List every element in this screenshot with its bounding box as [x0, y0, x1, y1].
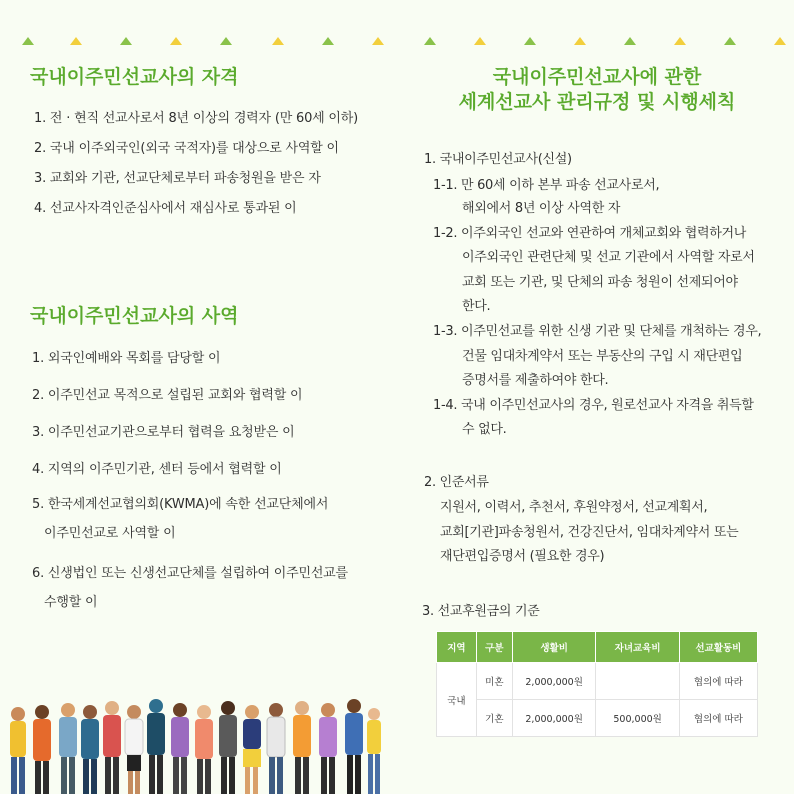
person-figure-icon — [219, 701, 237, 794]
rule-line: 1-2. 이주외국인 선교와 연관하여 개체교회와 협력하거나 — [433, 226, 747, 241]
region-cell: 국내 — [437, 663, 477, 737]
triangle-decoration — [674, 37, 686, 45]
triangle-decoration — [474, 37, 486, 45]
documents-header: 2. 인준서류 — [424, 475, 489, 490]
support-header: 3. 선교후원금의 기준 — [422, 604, 540, 619]
documents-line: 교회[기관]파송청원서, 건강진단서, 임대차계약서 또는 — [440, 525, 739, 540]
ministry-title: 국내이주민선교사의 사역 — [30, 305, 239, 327]
table-cell: 협의에 따라 — [679, 700, 757, 737]
table-cell — [596, 663, 679, 700]
qualification-item: 3. 교회와 기관, 선교단체로부터 파송청원을 받은 자 — [34, 171, 321, 186]
person-figure-icon — [81, 705, 99, 794]
person-figure-icon — [33, 705, 51, 794]
table-cell: 2,000,000원 — [512, 663, 596, 700]
support-table — [436, 631, 758, 737]
documents-line: 지원서, 이력서, 추천서, 후원약정서, 선교계획서, — [440, 500, 708, 515]
regulation-title-line1: 국내이주민선교사에 관한 — [492, 66, 702, 88]
triangle-decoration — [524, 37, 536, 45]
person-figure-icon — [267, 703, 285, 794]
ministry-item-continued: 수행할 이 — [44, 595, 98, 610]
person-figure-icon — [195, 705, 213, 794]
triangle-decoration — [724, 37, 736, 45]
column-header: 구분 — [476, 632, 512, 663]
person-figure-icon — [171, 703, 189, 794]
qualification-item: 2. 국내 이주외국인(외국 국적자)를 대상으로 사역할 이 — [34, 141, 339, 156]
person-figure-icon — [10, 707, 26, 794]
ministry-item-continued: 이주민선교로 사역할 이 — [44, 526, 176, 541]
person-figure-icon — [147, 699, 165, 794]
table-row — [437, 700, 758, 737]
triangle-decoration — [574, 37, 586, 45]
rule-line: 수 없다. — [462, 422, 507, 437]
qualification-item: 4. 선교사자격인준심사에서 재심사로 통과된 이 — [34, 201, 297, 216]
table-header-row — [437, 632, 758, 663]
triangle-decoration — [624, 37, 636, 45]
table-row — [437, 663, 758, 700]
rule-line: 1-3. 이주민선교를 위한 신생 기관 및 단체를 개척하는 경우, — [433, 324, 762, 339]
rule-line: 1-1. 만 60세 이하 본부 파송 선교사로서, — [433, 178, 660, 193]
table-cell: 500,000원 — [596, 700, 679, 737]
qualification-item: 1. 전 · 현직 선교사로서 8년 이상의 경력자 (만 60세 이하) — [34, 111, 359, 126]
table-cell: 2,000,000원 — [512, 700, 596, 737]
person-figure-icon — [125, 705, 143, 794]
rule-line: 한다. — [462, 299, 491, 314]
rules-header: 1. 국내이주민선교사(신설) — [424, 152, 572, 167]
ministry-item: 6. 신생법인 또는 신생선교단체를 설립하여 이주민선교를 — [32, 566, 348, 581]
column-header: 선교활동비 — [679, 632, 757, 663]
triangle-decoration — [774, 37, 786, 45]
rule-line: 1-4. 국내 이주민선교사의 경우, 원로선교사 자격을 취득할 — [433, 398, 754, 413]
person-figure-icon — [103, 701, 121, 794]
table-cell: 협의에 따라 — [679, 663, 757, 700]
rule-line: 교회 또는 기관, 및 단체의 파송 청원이 선제되어야 — [462, 275, 738, 290]
column-header: 생활비 — [512, 632, 596, 663]
person-figure-icon — [345, 699, 363, 794]
rule-line: 증명서를 제출하여야 한다. — [462, 373, 609, 388]
person-figure-icon — [319, 703, 337, 794]
documents-line: 재단편입증명서 (필요한 경우) — [440, 549, 605, 564]
person-figure-icon — [293, 701, 311, 794]
person-figure-icon — [367, 708, 381, 794]
person-figure-icon — [243, 705, 261, 794]
ministry-item: 3. 이주민선교기관으로부터 협력을 요청받은 이 — [32, 425, 295, 440]
column-header: 지역 — [437, 632, 477, 663]
rule-line: 건물 임대차계약서 또는 부동산의 구입 시 재단편입 — [462, 349, 743, 364]
ministry-item: 1. 외국인예배와 목회를 담당할 이 — [32, 351, 221, 366]
triangle-decoration — [424, 37, 436, 45]
ministry-item: 2. 이주민선교 목적으로 설립된 교회와 협력할 이 — [32, 388, 303, 403]
person-figure-icon — [59, 703, 77, 794]
ministry-item: 5. 한국세계선교협의회(KWMA)에 속한 선교단체에서 — [32, 497, 329, 512]
table-cell: 기혼 — [476, 700, 512, 737]
column-header: 자녀교육비 — [596, 632, 679, 663]
ministry-item: 4. 지역의 이주민기관, 센터 등에서 협력할 이 — [32, 462, 282, 477]
qualification-title: 국내이주민선교사의 자격 — [30, 66, 239, 88]
rule-line: 이주외국인 관련단체 및 선교 기관에서 사역할 자로서 — [462, 250, 755, 265]
table-cell: 미혼 — [476, 663, 512, 700]
regulation-title-line2: 세계선교사 관리규정 및 시행세칙 — [458, 91, 736, 113]
crowd-illustration — [6, 690, 382, 794]
rule-line: 해외에서 8년 이상 사역한 자 — [462, 201, 621, 216]
